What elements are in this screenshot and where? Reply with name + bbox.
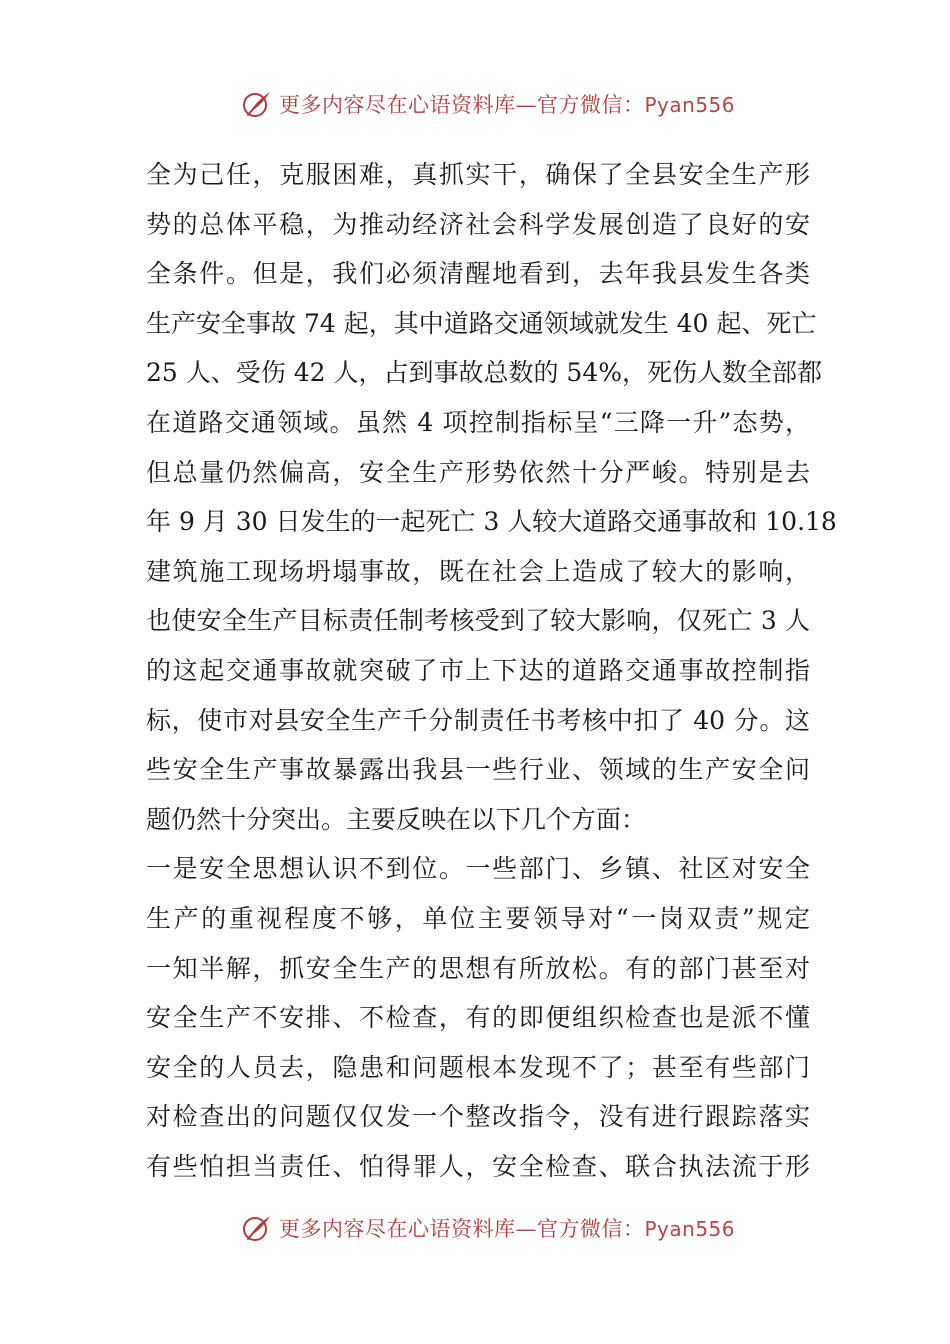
- watermark-wechat-id: Pyan556: [644, 93, 735, 117]
- watermark-text: [279, 89, 735, 119]
- body-line: 但总量仍然偏高，安全生产形势依然十分严峻。特别是去: [146, 457, 810, 487]
- header-watermark-inner: [241, 88, 735, 120]
- watermark-site-text: 更多内容尽在心语资料库: [278, 93, 516, 117]
- body-line: 25 人、受伤 42 人，占到事故总数的 54%，死伤人数全部都: [146, 358, 822, 388]
- header-watermark-banner: [0, 84, 950, 124]
- body-line: 建筑施工现场坍塌事故，既在社会上造成了较大的影响，: [146, 556, 810, 586]
- body-line: 安全生产不安排、不检查，有的即便组织检查也是派不懂: [146, 1003, 810, 1033]
- watermark-separator: —: [515, 1217, 537, 1241]
- quill-logo-icon: [241, 1212, 273, 1244]
- body-line: 一知半解，抓安全生产的思想有所放松。有的部门甚至对: [146, 953, 810, 983]
- footer-watermark-inner: [241, 1212, 735, 1244]
- body-line: 生产的重视程度不够，单位主要领导对“一岗双责”规定: [146, 903, 810, 933]
- body-line: 标，使市对县安全生产千分制责任书考核中扣了 40 分。这: [146, 705, 810, 735]
- body-line: 也使安全生产目标责任制考核受到了较大影响，仅死亡 3 人: [146, 606, 810, 636]
- body-line: 安全的人员去，隐患和问题根本发现不了；甚至有些部门: [146, 1052, 810, 1082]
- body-line: 些安全生产事故暴露出我县一些行业、领域的生产安全问: [146, 755, 810, 785]
- document-body: [146, 150, 837, 1191]
- body-line: 全为己任，克服困难，真抓实干，确保了全县安全生产形: [146, 160, 810, 189]
- watermark-label: 官方微信：: [536, 1217, 645, 1241]
- watermark-label: 官方微信：: [536, 93, 645, 117]
- body-line: 势的总体平稳，为推动经济社会科学发展创造了良好的安: [146, 209, 810, 239]
- body-line: 全条件。但是，我们必须清醒地看到，去年我县发生各类: [146, 259, 810, 289]
- watermark-separator: —: [515, 93, 537, 117]
- body-line: 生产安全事故 74 起，其中道路交通领域就发生 40 起、死亡: [146, 308, 817, 338]
- watermark-text: [279, 1213, 735, 1243]
- body-line: 的这起交通事故就突破了市上下达的道路交通事故控制指: [146, 655, 810, 685]
- body-line: 题仍然十分突出。主要反映在以下几个方面：: [146, 804, 647, 834]
- body-line: 年 9 月 30 日发生的一起死亡 3 人较大道路交通事故和 10.18: [146, 507, 837, 537]
- body-line: 有些怕担当责任、怕得罪人，安全检查、联合执法流于形: [146, 1151, 810, 1181]
- watermark-site-text: 更多内容尽在心语资料库: [278, 1217, 516, 1241]
- quill-logo-icon: [241, 88, 273, 120]
- body-line: 一是安全思想认识不到位。一些部门、乡镇、社区对安全: [146, 854, 810, 884]
- body-line: 对检查出的问题仅仅发一个整改指令，没有进行跟踪落实: [146, 1102, 810, 1132]
- footer-watermark-banner: [0, 1208, 950, 1248]
- body-line: 在道路交通领域。虽然 4 项控制指标呈“三降一升”态势，: [146, 407, 810, 437]
- watermark-wechat-id: Pyan556: [644, 1217, 735, 1241]
